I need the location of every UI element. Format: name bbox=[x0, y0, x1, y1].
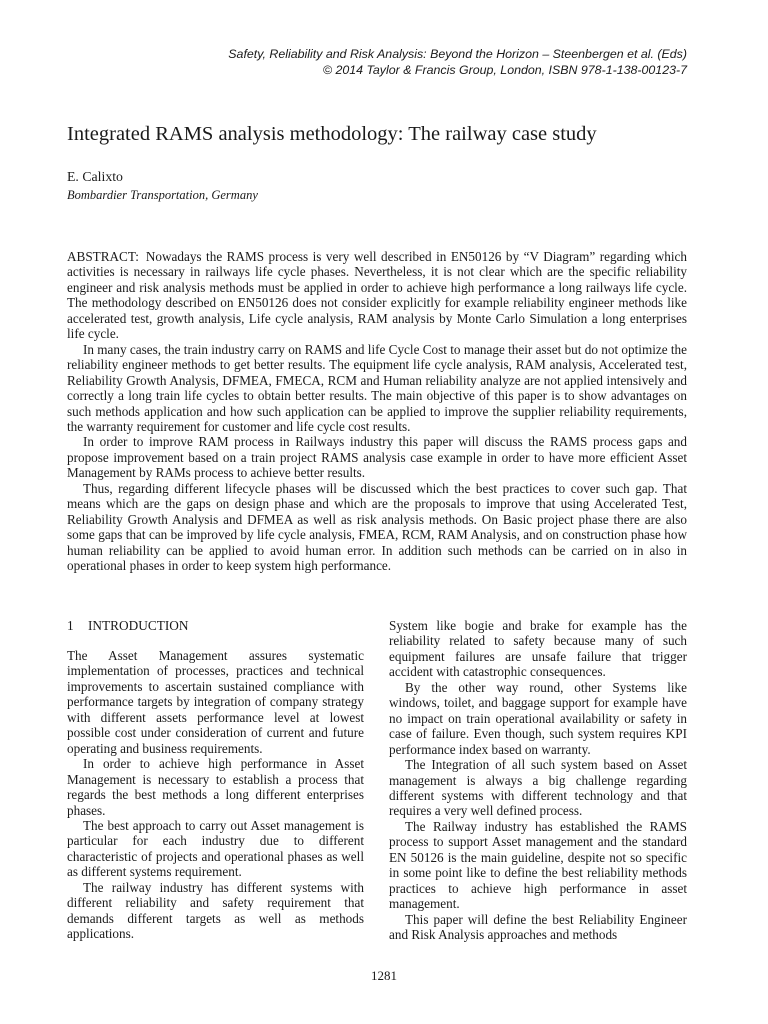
abstract-paragraph: In many cases, the train industry carry on RAMS and life Cycle Cost to manage their asset but do not optimize the reliability engineer methods to get better results. The equipment life cycle analysis, RAM analysis, Accelerated test, Reliability Growth Analysis, DFMEA, FMECA, RCM and Human reliability analyze are not applied intensively and correctly a long train life cycles to obtain better results. The main objective of this paper is to show advantages on such methods application and how such application can be applied to improve the supplier reliability requirements, the warranty requirement for customer and life cycle cost results. bbox=[67, 341, 687, 434]
section-title: INTRODUCTION bbox=[88, 618, 189, 633]
author-affiliation: Bombardier Transportation, Germany bbox=[67, 188, 258, 202]
abstract-paragraph-text: Nowadays the RAMS process is very well described in EN50126 by “V Diagram” regarding which activities is necessary in railways life cycle phases. Nevertheless, it is not clear which are the specific reliability engineer and risk analysis methods must be applied in order to achieve high performance a long railways life cycle. The methodology described on EN50126 does not consider explicitly for example reliability engineer methods like accelerated test, growth analysis, Life cycle analysis, RAM analysis by Monte Carlo Simulation a long enterprises life cycle. bbox=[67, 249, 687, 342]
right-text-column bbox=[389, 618, 687, 943]
abstract-paragraph bbox=[67, 249, 687, 342]
body-paragraph: This paper will define the best Reliability Engineer and Risk Analysis approaches and methods bbox=[389, 911, 687, 943]
left-text-column bbox=[67, 648, 364, 942]
body-paragraph: The Railway industry has established the RAMS process to support Asset management and the standard EN 50126 is the main guideline, despite not so specific in some point like to define the best reliability methods practices to achieve high performance in asset management. bbox=[389, 818, 687, 912]
section-heading-introduction bbox=[67, 618, 188, 634]
paper-title: Integrated RAMS analysis methodology: The railway case study bbox=[67, 123, 597, 145]
page-number: 1281 bbox=[371, 968, 397, 983]
body-paragraph: The Asset Management assures systematic implementation of processes, practices and technical improvements to ascertain sustained compliance with performance targets by integration of company strategy with different assets performance level at lowest possible cost under consideration of current and future operating and business requirements. bbox=[67, 648, 364, 756]
abstract-paragraph: In order to improve RAM process in Railways industry this paper will discuss the RAMS process gaps and propose improvement based on a train project RAMS analysis case example in order to have more efficient Asset Management by RAMs process to achieve better results. bbox=[67, 434, 687, 481]
body-paragraph: The Integration of all such system based on Asset management is always a big challenge regarding different systems with different technology and that requires a very well defined process. bbox=[389, 757, 687, 819]
publication-header bbox=[228, 47, 687, 78]
section-number: 1 bbox=[67, 618, 74, 633]
header-copyright-line: © 2014 Taylor & Francis Group, London, ISBN 978-1-138-00123-7 bbox=[322, 62, 687, 77]
author-name: E. Calixto bbox=[67, 169, 123, 184]
body-paragraph: The best approach to carry out Asset management is particular for each industry due to different characteristic of projects and operational phases as well as different systems requirement. bbox=[67, 817, 364, 880]
body-paragraph: By the other way round, other Systems like windows, toilet, and baggage support for example have no impact on train operational availability or safety in case of failure. Even though, such system requires KPI performance index based on warranty. bbox=[389, 679, 687, 757]
abstract-label: ABSTRACT: bbox=[67, 249, 139, 264]
abstract-paragraph: Thus, regarding different lifecycle phases will be discussed which the best practices to cover such gap. That means which are the gaps on design phase and which are the proposals to improve that using Accelerated Test, Reliability Growth Analysis and DFMEA as well as risk analysis methods. On Basic project phase there are also some gaps that can be improved by life cycle analysis, FMEA, RCM, RAM Analysis, and on construction phase how human reliability can be applied to avoid human error. In addition such methods can be carried on in also in operational phases in order to keep system high performance. bbox=[67, 480, 687, 574]
abstract-block bbox=[67, 249, 687, 574]
body-paragraph: The railway industry has different systems with different reliability and safety requirement that demands different targets as well as methods applications. bbox=[67, 879, 364, 942]
body-paragraph: In order to achieve high performance in Asset Management is necessary to establish a process that regards the best methods a long different enterprises phases. bbox=[67, 756, 364, 818]
body-paragraph: System like bogie and brake for example has the reliability related to safety because many of such equipment failures are unsafe failure that trigger accident with catastrophic consequences. bbox=[389, 618, 687, 680]
header-proceedings-line: Safety, Reliability and Risk Analysis: Beyond the Horizon – Steenbergen et al. (Eds) bbox=[228, 47, 687, 61]
